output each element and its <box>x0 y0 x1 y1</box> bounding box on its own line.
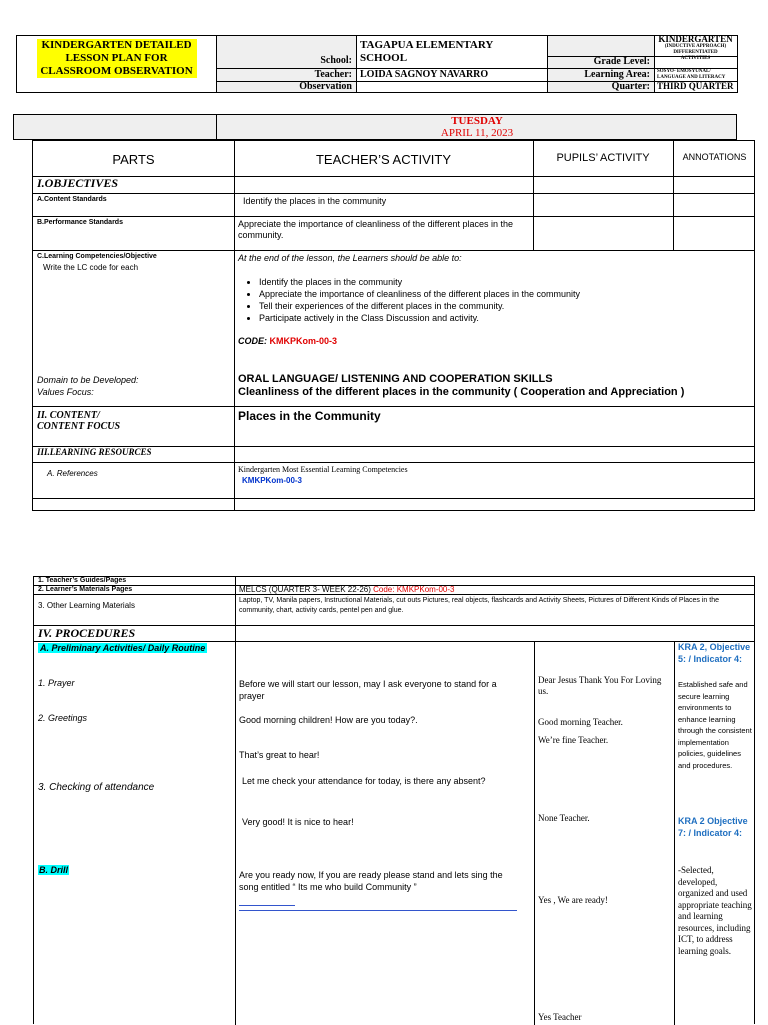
bullet-item: • Appreciate the importance of cleanliness of the different places in the community <box>259 288 741 300</box>
performance-standards-value: Appreciate the importance of cleanliness of the different places in the community. <box>238 219 514 240</box>
domain-label: Domain to be Developed: <box>37 375 139 385</box>
kra-2-objective-7: KRA 2 Objective 7: / Indicator 4: <box>678 816 748 838</box>
drill-label: B. Drill <box>39 865 69 875</box>
content-heading: II. CONTENT/ CONTENT FOCUS <box>37 410 121 432</box>
col-header-annotations: ANNOTATIONS <box>682 152 747 162</box>
content-standards-label: A.Content Standards <box>37 196 107 203</box>
values-label: Values Focus: <box>37 387 94 397</box>
objectives-table <box>32 140 755 511</box>
learners-label: 2. Learner’s Materials Pages <box>38 586 133 593</box>
observation-label: Observation <box>299 81 352 92</box>
none-pupil: None Teacher. <box>538 813 590 823</box>
performance-standards-label: B.Performance Standards <box>37 219 123 226</box>
references-code: KMKPKom-00-3 <box>242 476 303 485</box>
kra-2-objective-5: KRA 2, Objective 5: / Indicator 4: <box>678 642 751 664</box>
quarter-label: Quarter: <box>611 81 650 92</box>
area-label: Learning Area: <box>584 69 650 80</box>
objectives-heading: I.OBJECTIVES <box>37 176 119 190</box>
competency-sub: Write the LC code for each <box>43 263 139 272</box>
date-day: TUESDAY <box>451 115 503 127</box>
competency-intro: At the end of the lesson, the Learners should be able to: <box>238 253 462 263</box>
greetings-label: 2. Greetings <box>38 713 88 723</box>
prayer-teacher: Before we will start our lesson, may I ask everyone to stand for a prayer <box>239 679 497 701</box>
fine-pupil: We’re fine Teacher. <box>538 735 609 745</box>
area-value: SOSYO- EMOSYUNAL/ LANGUAGE AND LITERACY <box>657 69 726 80</box>
kra-2-objective-7-text: -Selected, developed, organized and used appropriate teaching and learning resources, including ICT, to address learning goals. <box>678 865 752 956</box>
date-date: APRIL 11, 2023 <box>440 127 514 139</box>
other-materials-value: Laptop, TV, Manila papers, Instructional Materials, cut outs Pictures, real objects, flashcards and Activity Sheets, Pictures of Different Kinds of Places in the community, chart, activity cards, pentel pen and glue. <box>239 597 720 614</box>
col-header-teacher: TEACHER’S ACTIVITY <box>315 152 452 167</box>
attendance-label: 3. Checking of attendance <box>38 782 155 793</box>
header-table <box>16 35 738 93</box>
col-header-parts: PARTS <box>112 152 155 167</box>
grade-value: KINDERGARTEN (INDUCTIVE APPROACH) DIFFERENTIATED ACTIVITIES <box>658 34 733 61</box>
procedures-heading: IV. PROCEDURES <box>38 626 136 640</box>
verygood-teacher: Very good! It is nice to hear! <box>242 817 354 827</box>
references-label: A. References <box>47 469 98 478</box>
quarter-value: THIRD QUARTER <box>657 81 734 91</box>
procedures-table <box>33 576 755 1024</box>
yes-pupil: Yes Teacher <box>538 1012 582 1022</box>
guides-label: 1. Teacher’s Guides/Pages <box>38 577 127 584</box>
date-row <box>13 114 737 140</box>
other-materials-label: 3. Other Learning Materials <box>38 601 135 610</box>
preliminary-heading: A. Preliminary Activities/ Daily Routine <box>40 643 206 653</box>
bullet-item: • Participate actively in the Class Discussion and activity. <box>259 312 741 324</box>
great-teacher: That’s great to hear! <box>239 750 320 760</box>
values-value: Cleanliness of the different places in the community ( Cooperation and Appreciation ) <box>238 386 685 398</box>
bullet-item: • Tell their experiences of the different places in the community. <box>259 300 741 312</box>
teacher-label: Teacher: <box>314 69 352 80</box>
resources-heading: III.LEARNING RESOURCES <box>37 447 152 457</box>
header-title-cell <box>17 36 216 92</box>
domain-value: ORAL LANGUAGE/ LISTENING AND COOPERATION SKILLS <box>238 373 553 385</box>
competency-label: C.Learning Competencies/Objective <box>37 253 157 260</box>
greetings-pupil: Good morning Teacher. <box>538 717 623 727</box>
competency-bullets <box>241 276 741 324</box>
ready-pupil: Yes , We are ready! <box>538 895 608 905</box>
greetings-teacher: Good morning children! How are you today?. <box>239 715 418 725</box>
bullet-item: • Identify the places in the community <box>259 276 741 288</box>
document-title: KINDERGARTEN DETAILED LESSON PLAN FOR CLASSROOM OBSERVATION <box>37 39 197 78</box>
references-value: Kindergarten Most Essential Learning Competencies <box>238 465 408 474</box>
prayer-pupil: Dear Jesus Thank You For Loving us. <box>538 675 662 696</box>
lc-code: CODE: KMKPKom-00-3 <box>238 336 338 346</box>
teacher-value: LOIDA SAGNOY NAVARRO <box>360 69 489 80</box>
col-header-pupils: PUPILS’ ACTIVITY <box>556 152 650 164</box>
kra-2-objective-5-text: Established safe and secure learning environments to enhance learning through the consistent implementation policies, guidelines and procedures. <box>678 680 752 770</box>
guides-value: MELCS (QUARTER 3- WEEK 22-26) Code: KMKPKom-00-3 <box>239 585 455 594</box>
song-link-line <box>239 905 295 906</box>
attendance-teacher: Let me check your attendance for today, is there any absent? <box>242 776 486 786</box>
prayer-label: 1. Prayer <box>38 678 75 688</box>
drill-teacher: Are you ready now, If you are ready please stand and lets sing the song entitled “ Its me who build Community ” <box>239 870 503 892</box>
grade-label: Grade Level: <box>593 56 650 67</box>
content-standards-value: Identify the places in the community <box>243 196 387 206</box>
content-value: Places in the Community <box>238 409 381 423</box>
school-label: School: <box>320 55 352 66</box>
school-value: TAGAPUA ELEMENTARY SCHOOL <box>360 39 493 64</box>
